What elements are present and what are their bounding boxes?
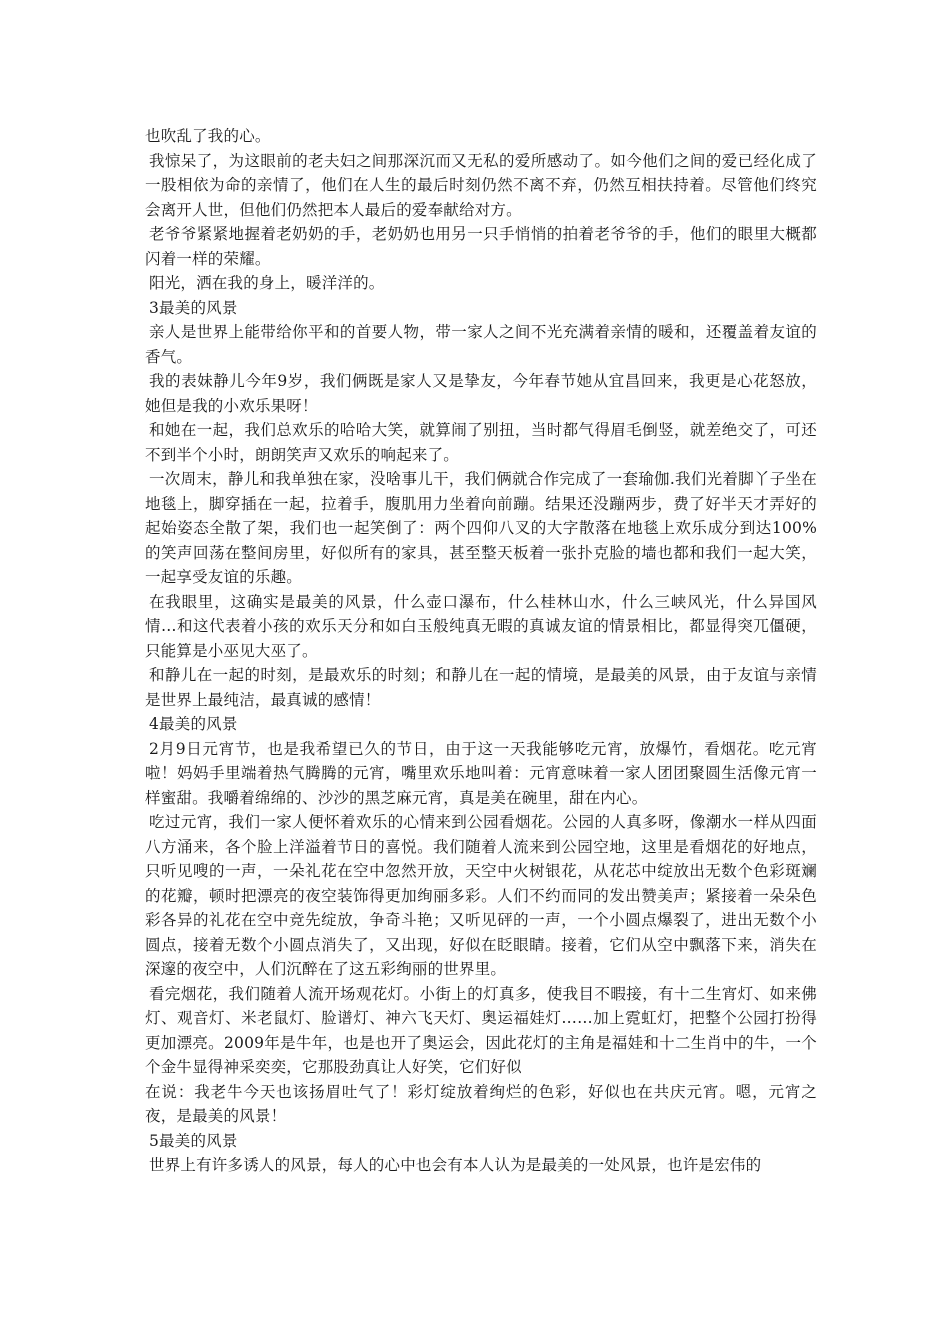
paragraph-world-scenery: 世界上有许多诱人的风景，每人的心中也会有本人认为是最美的一处风景，也许是宏伟的	[149, 1156, 762, 1174]
paragraph-laughing-together: 和她在一起，我们总欢乐的哈哈大笑，就算闹了别扭，当时都气得眉毛倒竖，就差绝交了，可还不到半个小时，朗朗笑声又欢乐的响起来了。	[145, 421, 817, 464]
paragraph-continuation: 也吹乱了我的心。	[145, 127, 271, 145]
section-heading-3: 3最美的风景	[149, 298, 238, 317]
paragraph-elderly-couple-love: 我惊呆了，为这眼前的老夫妇之间那深沉而又无私的爱所感动了。如今他们之间的爱已经化成了一股相依为命的亲情了，他们在人生的最后时刻仍然不离不弃，仍然互相扶持着。尽管他们终究会离开人世，但他们仍然把本人最后的爱奉献给对方。	[145, 151, 817, 219]
paragraph-cousin-jinger: 我的表妹静儿今年9岁，我们俩既是家人又是挚友，今年春节她从宜昌回来，我更是心花怒放，她但是我的小欢乐果呀！	[145, 372, 817, 415]
paragraph-family-intro: 亲人是世界上能带给你平和的首要人物，带一家人之间不光充满着亲情的暖和，还覆盖着友谊的香气。	[145, 323, 817, 366]
paragraph-holding-hands: 老爷爷紧紧地握着老奶奶的手，老奶奶也用另一只手悄悄的拍着老爷爷的手，他们的眼里大概都闪着一样的荣耀。	[145, 225, 817, 268]
section-heading-4: 4最美的风景	[149, 715, 238, 733]
paragraph-lanterns: 看完烟花，我们随着人流开场观花灯。小街上的灯真多，使我目不暇接，有十二生宵灯、如来佛灯、观音灯、米老鼠灯、脸谱灯、神六飞天灯、奥运福娃灯……加上霓虹灯，把整个公园打扮得更加漂亮。2009年是牛年，也是也开了奥运会，因此花灯的主角是福娃和十二生肖中的牛，一个个金牛显得神采奕奕，它那股劲真让人好笑，它们好似	[145, 984, 817, 1076]
paragraph-most-beautiful-view: 在我眼里，这确实是最美的风景，什么壶口瀑布，什么桂林山水，什么三峡风光，什么异国风情…和这代表着小孩的欢乐天分和如白玉般纯真无暇的真诚友谊的情景相比，都显得突兀僵硬，只能算是小巫见大巫了。	[145, 592, 817, 660]
paragraph-friendship-kinship: 和静儿在一起的时刻，是最欢乐的时刻；和静儿在一起的情境，是最美的风景，由于友谊与亲情是世界上最纯洁，最真诚的感情！	[145, 666, 817, 709]
paragraph-fireworks: 吃过元宵，我们一家人便怀着欢乐的心情来到公园看烟花。公园的人真多呀，像潮水一样从四面八方涌来，各个脸上洋溢着节日的喜悦。我们随着人流来到公园空地，这里是看烟花的好地点，只听见嗖的一声，一朵礼花在空中忽然开放，天空中火树银花，从花芯中绽放出无数个色彩斑斓的花瓣，顿时把漂亮的夜空装饰得更加绚丽多彩。人们不约而同的发出赞美声；紧接着一朵朵色彩各异的礼花在空中竞先绽放，争奇斗艳；又听见砰的一声，一个小圆点爆裂了，进出无数个小圆点，接着无数个小圆点消失了，又出现，好似在眨眼睛。接着，它们从空中飘落下来，消失在深邃的夜空中，人们沉醉在了这五彩绚丽的世界里。	[145, 813, 817, 978]
section-heading-5: 5最美的风景	[149, 1131, 238, 1150]
document-page	[145, 124, 817, 1178]
paragraph-ox-lantern-says: 在说：我老牛今天也该扬眉吐气了！彩灯绽放着绚烂的色彩，好似也在共庆元宵。嗯，元宵之夜，是最美的风景！	[145, 1082, 817, 1125]
paragraph-lantern-festival: 2月9日元宵节，也是我希望已久的节日，由于这一天我能够吃元宵，放爆竹，看烟花。吃元宵啦！妈妈手里端着热气腾腾的元宵，嘴里欢乐地叫着：元宵意味着一家人团团聚圆生活像元宵一样蜜甜。我嚼着绵绵的、沙沙的黑芝麻元宵，真是美在碗里，甜在内心。	[145, 739, 817, 807]
paragraph-yoga-weekend: 一次周末，静儿和我单独在家，没啥事儿干，我们俩就合作完成了一套瑜伽.我们光着脚丫子坐在地毯上，脚穿插在一起，拉着手，腹肌用力坐着向前蹦。结果还没蹦两步，费了好半天才弄好的起始姿态全散了架，我们也一起笑倒了：两个四仰八叉的大字散落在地毯上欢乐成分到达100%的笑声回荡在整间房里，好似所有的家具，甚至整天板着一张扑克脸的墙也都和我们一起大笑，一起享受友谊的乐趣。	[145, 470, 817, 586]
paragraph-sunshine: 阳光，洒在我的身上，暖洋洋的。	[149, 274, 385, 292]
